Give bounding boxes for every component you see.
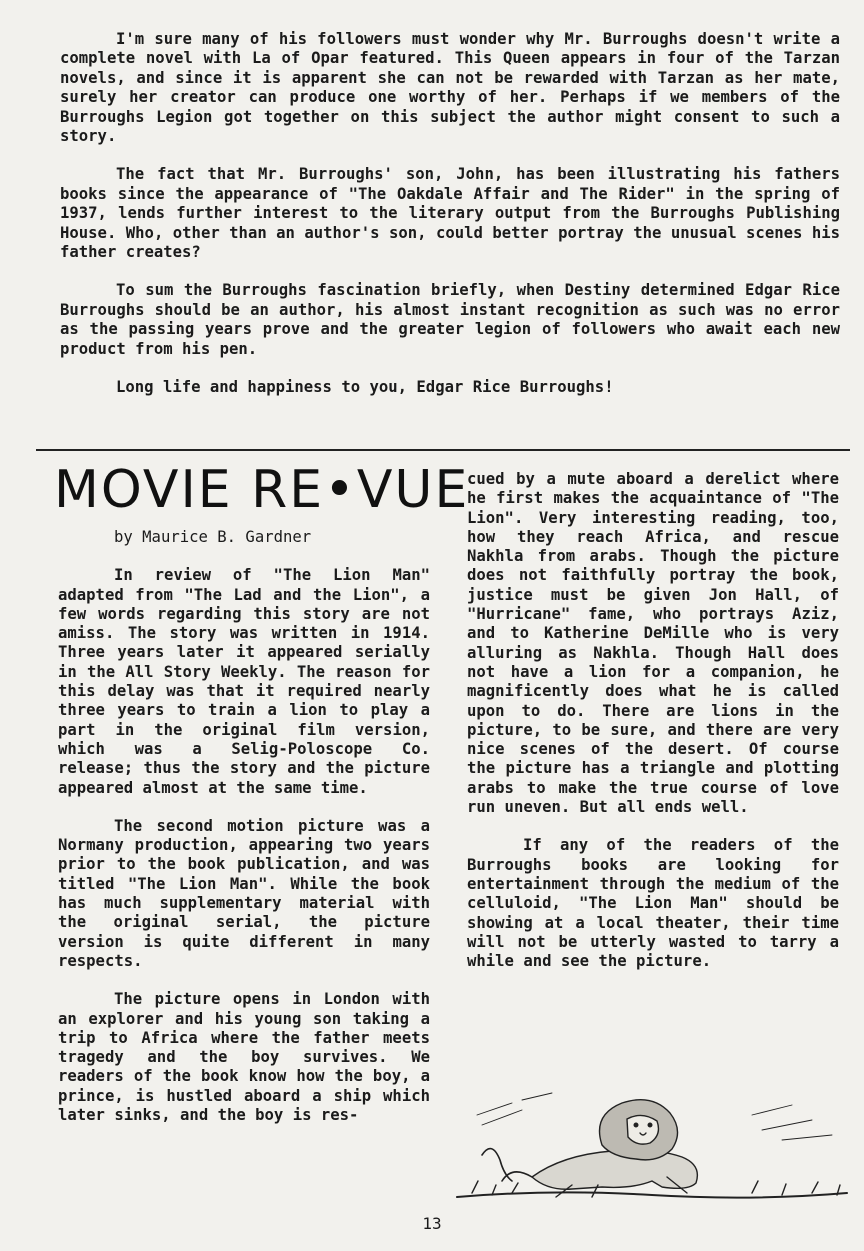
intro-paragraph: To sum the Burroughs fascination briefly, when Destiny determined Edgar Rice Burroughs should be an author, his almost instant recognition as such was no error as the passing years prove and the greater legion of followers who await each new product from his pen. [60,281,840,358]
intro-section [60,30,840,417]
article-left-column [54,460,470,1144]
article-right-column [467,470,839,990]
closing-line: Long life and happiness to you, Edgar Rice Burroughs! [116,378,614,397]
article-paragraph: If any of the readers of the Burroughs books are looking for entertainment through the medium of the celluloid, "The Lion Man" should be showing at a local theater, their time will not be utterly wasted to tarry a while and see the picture. [467,836,839,971]
article-byline: by Maurice B. Gardner [114,528,312,546]
article-paragraph: In review of "The Lion Man" adapted from "The Lad and the Lion", a few words regarding this story are not amiss. The story was written in 1914. Three years later it appeared serially in the All Story Weekly. The reason for this delay was that it required nearly three years to train a lion to play a part in the original film version, which was a Selig-Poloscope Co. release; thus the story and the picture appeared almost at the same time. [58,566,430,797]
page-number: 13 [422,1214,442,1233]
section-divider [36,449,850,451]
intro-paragraph: The fact that Mr. Burroughs' son, John, has been illustrating his fathers books since the appearance of "The Oakdale Affair and The Rider" in the spring of 1937, lends further interest to the literary output from the Burroughs Publishing House. Who, other than an author's son, could better portray the unusual scenes his father creates? [60,165,840,262]
article-title: MOVIE RE•VUE [54,460,470,520]
article-paragraph: The picture opens in London with an explorer and his young son taking a trip to Africa where the father meets tragedy and the boy survives. We readers of the book know how the boy, a prince, is hustled aboard a ship which later sinks, and the boy is res- [58,990,430,1125]
article-paragraph: The second motion picture was a Normany production, appearing two years prior to the book publication, and was titled "The Lion Man". While the book has much supplementary material with the original serial, the picture version is quite different in many respects. [58,816,430,970]
article-paragraph-continued: cued by a mute aboard a derelict where he first makes the acquaintance of "The Lion". Very interesting reading, too, how they reach Africa, and rescue Nakhla from arabs. Though the picture does not faithfully portray the book, justice must be given Jon Hall, of "Hurricane" fame, who portrays Aziz, and to Katherine DeMille who is very alluring as Nakhla. Though Hall does not have a lion for a companion, he magnificently does what he is called upon to do. There are lions in the picture, to be sure, and there are very nice scenes of the desert. Of course the picture has a triangle and plotting arabs to make the true course of love run uneven. But all ends well. [467,470,839,817]
lion-drawing-illustration [452,1085,852,1205]
intro-paragraph: I'm sure many of his followers must wonder why Mr. Burroughs doesn't write a complete novel with La of Opar featured. This Queen appears in four of the Tarzan novels, and since it is apparent she can not be rewarded with Tarzan as her mate, surely her creator can produce one worthy of her. Perhaps if we members of the Burroughs Legion got together on this subject the author might consent to such a story. [60,30,840,146]
